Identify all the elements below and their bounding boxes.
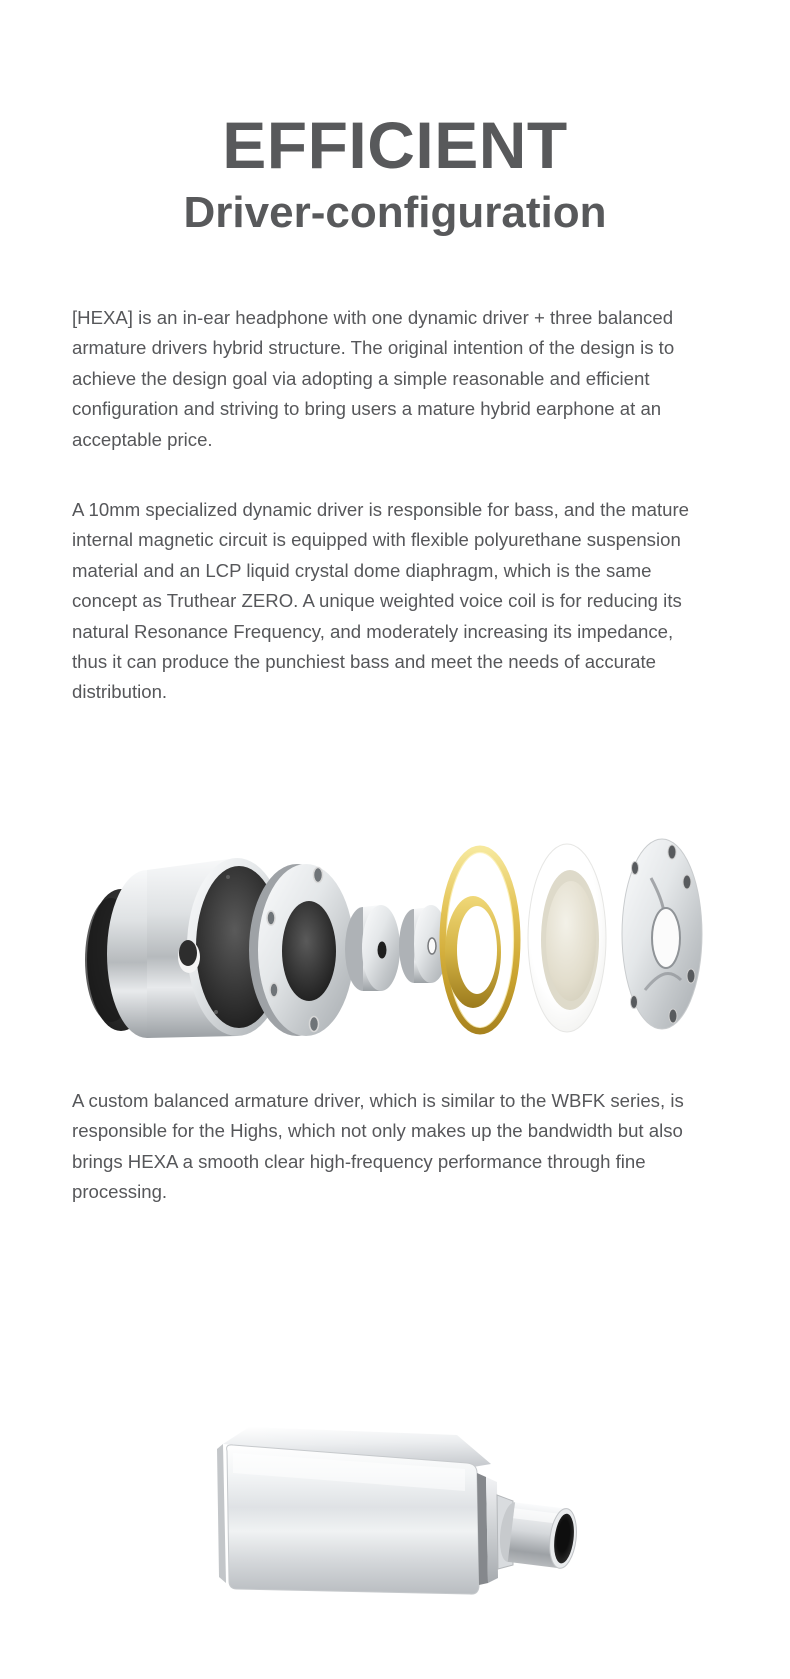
paragraph-line: achieve the design goal via adopting a simple reasonable and efficient (72, 367, 650, 389)
paragraph-line: A custom balanced armature driver, which is similar to the WBFK series, is (72, 1090, 684, 1111)
paragraph-line: concept as Truthear ZERO. A unique weighted voice coil is for reducing its (72, 590, 682, 612)
paragraph-line: natural Resonance Frequency, and moderately increasing its impedance, (72, 620, 674, 642)
paragraph-line: material and an LCP liquid crystal dome diaphragm, which is the same (72, 559, 652, 581)
balanced-armature-driver-image (205, 1365, 585, 1610)
sound-nozzle (497, 1501, 580, 1570)
box-end-plate (486, 1477, 498, 1583)
armature-box (217, 1427, 513, 1594)
gold-voice-coil (443, 849, 517, 1031)
balanced-armature-driver-svg (205, 1365, 585, 1610)
magnet-flange-plate (249, 864, 354, 1036)
paragraph-line: thus it can produce the punchiest bass and meet the needs of accurate (72, 651, 657, 673)
paragraph-balanced-armature (72, 1086, 712, 1208)
diaphragm (528, 844, 606, 1032)
paragraph-line: A 10mm specialized dynamic driver is responsible for bass, and the mature (72, 499, 689, 520)
page-title: EFFICIENT (222, 108, 568, 182)
back-plate (622, 839, 702, 1029)
pole-piece-disc (345, 905, 400, 991)
vent-hole (179, 940, 197, 966)
paragraph-line: distribution. (72, 681, 168, 703)
paragraph-intro (72, 303, 712, 455)
page-subtitle: Driver-configuration (183, 188, 607, 237)
dynamic-driver-exploded-view-image (85, 830, 705, 1040)
box-left-edge (217, 1444, 226, 1583)
paragraph-line: processing. (72, 1181, 168, 1203)
paragraph-line: [HEXA] is an in-ear headphone with one dynamic driver + three balanced (72, 307, 674, 328)
back-plate-center-hole (652, 908, 680, 968)
paragraph-line: acceptable price. (72, 428, 213, 450)
paragraph-line: internal magnetic circuit is equipped with flexible polyurethane suspension (72, 529, 681, 551)
paragraph-line: brings HEXA a smooth clear high-frequency performance through fine (72, 1150, 646, 1172)
paragraph-line: configuration and striving to bring users a mature hybrid earphone at an (72, 398, 662, 420)
dynamic-driver-exploded-svg (85, 830, 705, 1040)
paragraph-line: responsible for the Highs, which not only makes up the bandwidth but also (72, 1120, 683, 1142)
paragraph-line: armature drivers hybrid structure. The original intention of the design is to (72, 337, 675, 359)
paragraph-dynamic-driver (72, 495, 712, 708)
